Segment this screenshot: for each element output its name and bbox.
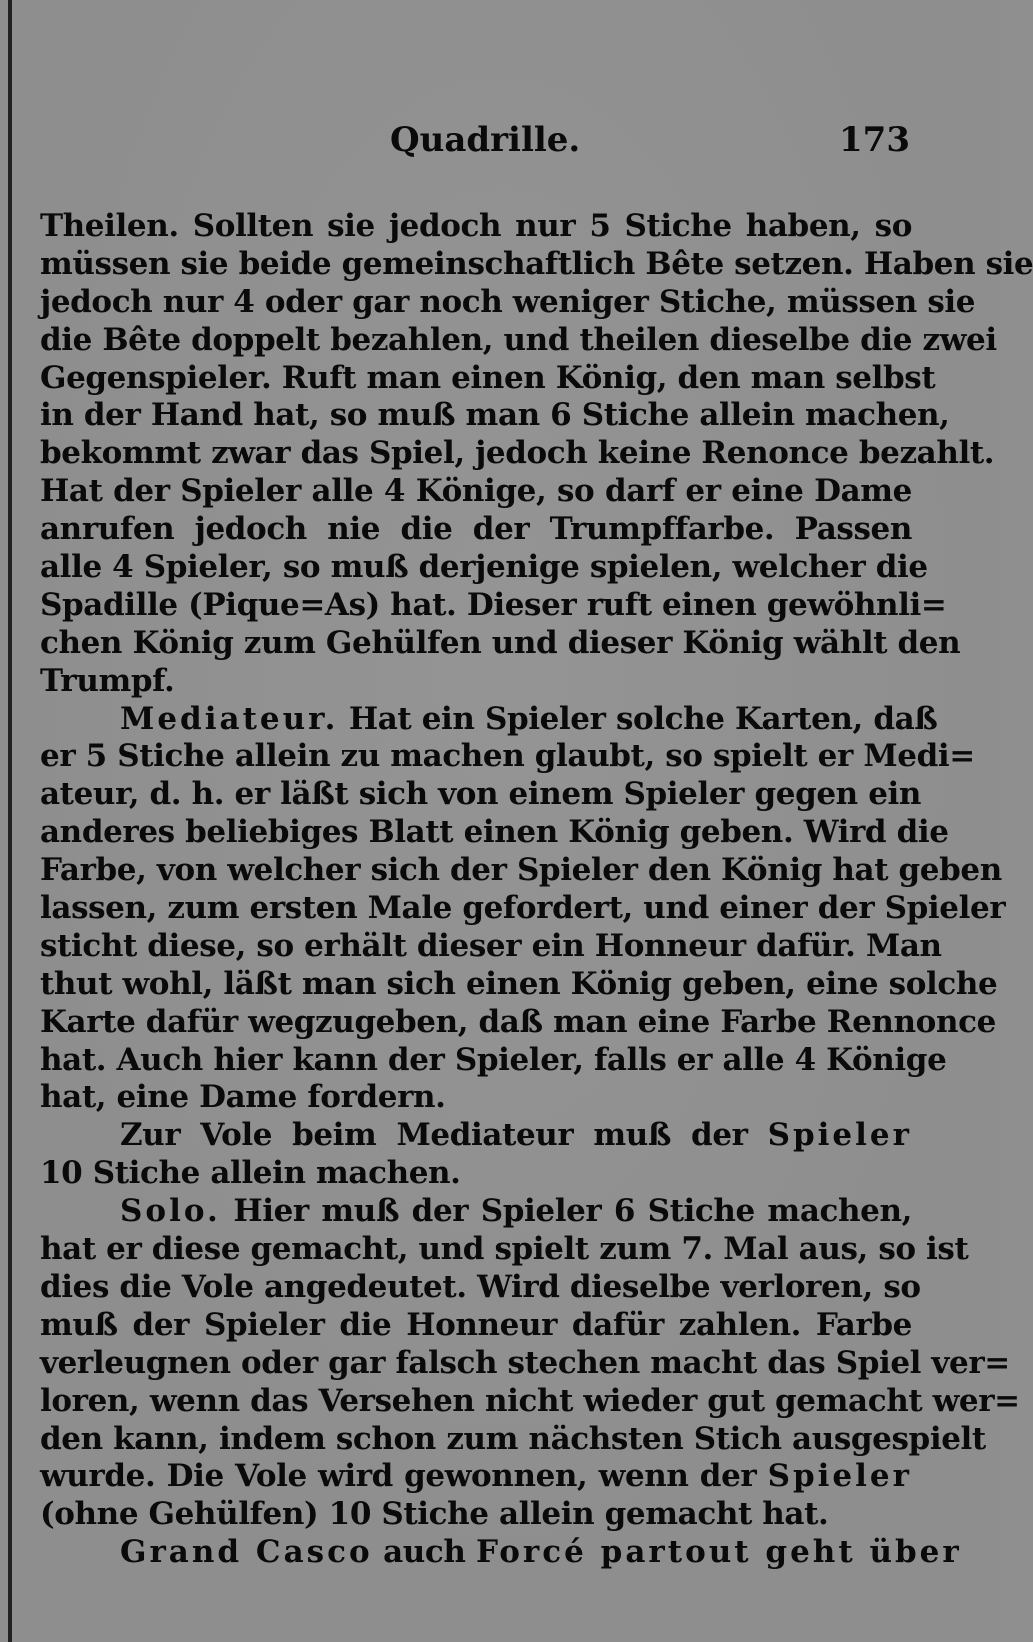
text-line-solo-heading: Solo. Hier muß der Spieler 6 Stiche machen,: [120, 1193, 912, 1230]
body-text: [40, 208, 1033, 1572]
text-line: wurde. Die Vole wird gewonnen, wenn der Spieler: [40, 1458, 912, 1495]
running-title: Quadrille.: [390, 120, 581, 160]
text-line: muß der Spieler die Honneur dafür zahlen. Farbe: [40, 1306, 912, 1343]
text-line: jedoch nur 4 oder gar noch weniger Stiche, müssen sie: [40, 283, 976, 320]
binding-edge: [8, 0, 12, 1642]
text-line: müssen sie beide gemeinschaftlich Bête setzen. Haben sie: [40, 245, 1033, 282]
text-line: loren, wenn das Versehen nicht wieder gut gemacht wer=: [40, 1382, 1020, 1419]
text-line: chen König zum Gehülfen und dieser König wählt den: [40, 624, 961, 661]
text-line: sticht diese, so erhält dieser ein Honneur dafür. Man: [40, 927, 942, 964]
text-line: dies die Vole angedeutet. Wird dieselbe verloren, so: [40, 1268, 921, 1305]
section-lead-grand-casco: Grand Casco: [120, 1534, 373, 1571]
text-line: ateur, d. h. er läßt sich von einem Spieler gegen ein: [40, 776, 922, 813]
text-line: die Bête doppelt bezahlen, und theilen dieselbe die zwei: [40, 321, 997, 358]
text-line: Karte dafür wegzugeben, daß man eine Farbe Rennonce: [40, 1003, 996, 1040]
section-lead-mediateur: Mediateur.: [120, 700, 339, 737]
text-line: Zur Vole beim Mediateur muß der Spieler: [120, 1117, 912, 1154]
running-head: [40, 120, 910, 160]
text-line: er 5 Stiche allein zu machen glaubt, so spielt er Medi=: [40, 738, 975, 775]
text-line: Trumpf.: [40, 662, 175, 699]
text-line: Spadille (Pique=As) hat. Dieser ruft einen gewöhnli=: [40, 586, 947, 623]
text-line: hat. Auch hier kann der Spieler, falls er alle 4 Könige: [40, 1041, 947, 1078]
section-lead-solo: Solo.: [120, 1193, 221, 1230]
text-line-grand-casco-heading: Grand Casco auch Forcé partout geht über: [120, 1534, 962, 1571]
text-line: anrufen jedoch nie die der Trumpffarbe. Passen: [40, 511, 912, 548]
text-line: anderes beliebiges Blatt einen König geben. Wird die: [40, 814, 949, 851]
text-line: Farbe, von welcher sich der Spieler den König hat geben: [40, 852, 1002, 889]
text-line: alle 4 Spieler, so muß derjenige spielen, welcher die: [40, 549, 928, 586]
text-line: den kann, indem schon zum nächsten Stich ausgespielt: [40, 1420, 986, 1457]
text-line: Theilen. Sollten sie jedoch nur 5 Stiche haben, so: [40, 208, 912, 244]
text-line: 10 Stiche allein machen.: [40, 1155, 461, 1192]
text-line: hat er diese gemacht, und spielt zum 7. Mal aus, so ist: [40, 1231, 969, 1268]
text-line: Hat der Spieler alle 4 Könige, so darf er eine Dame: [40, 473, 912, 510]
page-number: 173: [839, 120, 910, 160]
text-line-mediateur-heading: Mediateur. Hat ein Spieler solche Karten, daß: [120, 700, 938, 737]
text-line: in der Hand hat, so muß man 6 Stiche allein machen,: [40, 397, 950, 434]
text-line: Gegenspieler. Ruft man einen König, den man selbst: [40, 359, 936, 396]
text-line: (ohne Gehülfen) 10 Stiche allein gemacht hat.: [40, 1496, 829, 1533]
text-line: verleugnen oder gar falsch stechen macht das Spiel ver=: [40, 1344, 1010, 1381]
text-line: lassen, zum ersten Male gefordert, und einer der Spieler: [40, 890, 1006, 927]
text-line: thut wohl, läßt man sich einen König geben, eine solche: [40, 965, 998, 1002]
text-line: bekommt zwar das Spiel, jedoch keine Renonce bezahlt.: [40, 435, 995, 472]
text-line: hat, eine Dame fordern.: [40, 1079, 446, 1116]
